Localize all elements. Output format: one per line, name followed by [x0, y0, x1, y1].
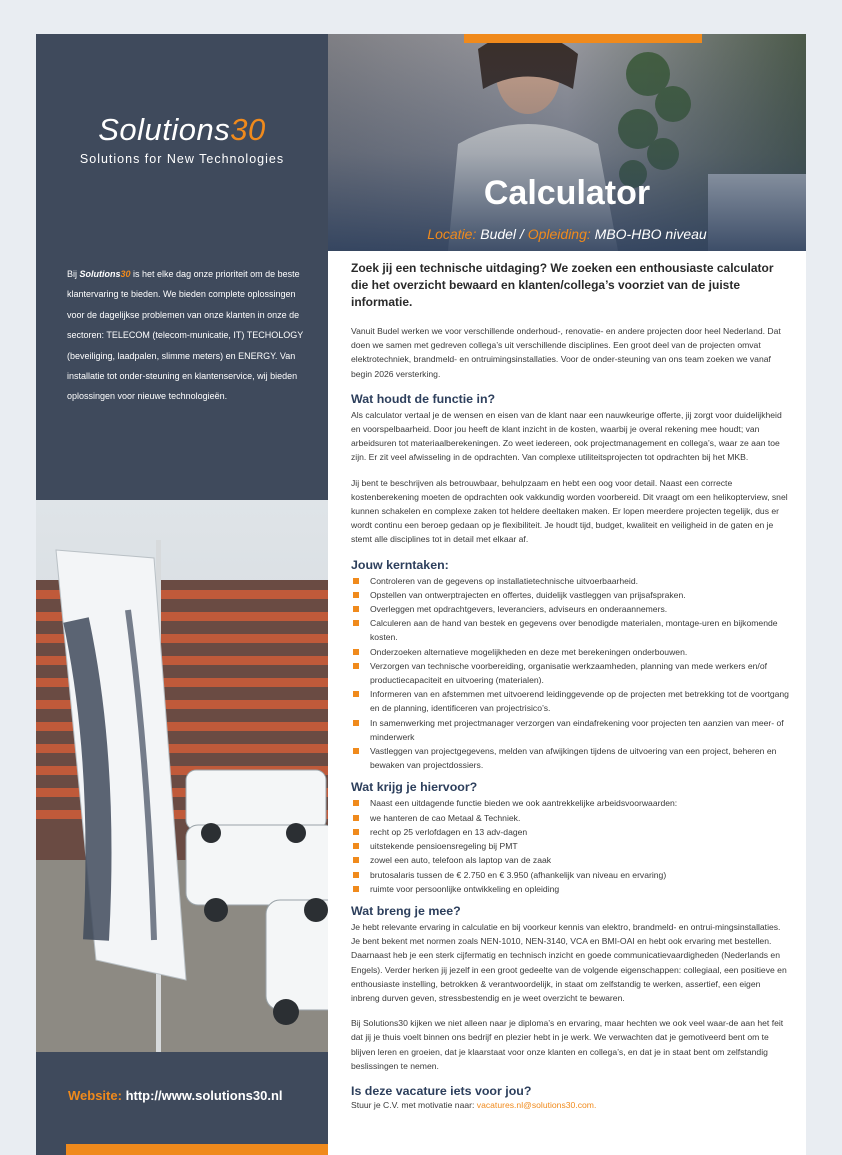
lead-text: Zoek jij een technische uitdaging? We zoeken een enthousiaste calculator die het overzicht bewaard en klanten/collega’s voorziet van de juiste informatie. [351, 261, 774, 309]
intro-paragraph: Vanuit Budel werken we voor verschillende onderhoud-, renovatie- en andere projecten door heel Nederland. Dat doen we samen met gedreven collega’s uit verschillende disciplines. Een groot deel van de projecten omvat elektrotechniek, brandmeld- en ontruimingsinstallaties. Voor de onder-steuning van ons team zoeken we vanaf begin 2026 versterking. [351, 326, 781, 379]
function-paragraph-1: Als calculator vertaal je de wensen en eisen van de klant naar een nauwkeurige offerte, jij zorgt voor duidelijkheid en voorspelbaarheid. Door jou heeft de klant inzicht in de kosten, waarbij je overal rekening mee houdt; van arbeidsuren tot materiaalberekeningen. Zo weet iedereen, ook projectmanagement en collega’s, waar ze aan toe zijn. Er zit veel afwisseling in de opdrachten. Van complexe utiliteitsprojecten tot opdrachten bij het MKB. [351, 409, 782, 463]
list-item: Opstellen van ontwerptrajecten en offertes, duidelijk vastleggen van prijsafspraken. [351, 588, 789, 602]
list-item: recht op 25 verlofdagen en 13 adv-dagen [351, 825, 789, 839]
list-item: Vastleggen van projectgegevens, melden van afwijkingen tijdens de uitvoering van een project, beheren en bewaken van projectdossiers. [351, 744, 789, 772]
offer-list [351, 796, 789, 895]
flag-vans-photo [36, 500, 328, 1052]
list-item: Overleggen met opdrachtgevers, leveranciers, adviseurs en onderaannemers. [351, 602, 789, 616]
company-logo [36, 112, 328, 166]
job-description [351, 260, 789, 1110]
list-item: Naast een uitdagende functie bieden we ook aantrekkelijke arbeidsvoorwaarden: [351, 796, 789, 810]
list-item: Onderzoeken alternatieve mogelijkheden en deze met berekeningen onderbouwen. [351, 645, 789, 659]
section-heading-offer: Wat krijg je hiervoor? [351, 780, 478, 795]
section-heading-bring: Wat breng je mee? [351, 903, 461, 918]
vacancy-flyer [36, 34, 806, 1155]
apply-email-link[interactable]: vacatures.nl@solutions30.com. [476, 1099, 597, 1110]
tasks-list [351, 574, 789, 773]
section-heading-tasks: Jouw kerntaken: [351, 557, 449, 572]
section-heading-function: Wat houdt de functie in? [351, 391, 496, 406]
apply-line: Stuur je C.V. met motivatie naar: vacatures.nl@solutions30.com. [351, 1099, 597, 1110]
company-intro: Bij Solutions30 is het elke dag onze prioriteit om de beste klantervaring te bieden. We bieden complete oplossingen voor de dagelijkse problemen van onze klanten in onze de sectoren: TELECOM (telecom-municatie, IT) TECHOLOGY (beveiliging, laadpalen, slimme meters) en ENERGY. Van installatie tot onder-steuning en klantenservice, wij bieden oplossingen voor nieuwe technologieën. [67, 269, 304, 402]
website-line: Website: http://www.solutions30.nl [68, 1088, 283, 1103]
list-item: brutosalaris tussen de € 2.750 en € 3.950 (afhankelijk van niveau en ervaring) [351, 868, 789, 882]
list-item: uitstekende pensioensregeling bij PMT [351, 839, 789, 853]
logo-wordmark: Solutions30 [98, 112, 266, 147]
list-item: Verzorgen van technische voorbereiding, organisatie werkzaamheden, planning van mede werkers en/of productiecapaciteit en uitvoering (materialen). [351, 659, 789, 687]
accent-bar-bottom [66, 1144, 328, 1155]
function-paragraph-2: Jij bent te beschrijven als betrouwbaar, behulpzaam en hebt een oog voor detail. Naast een correcte kostenberekening moeten de opdrachten ook vakkundig worden voorbereid. Dit vraagt om een helikopterview, snel kunnen schakelen en complexe zaken tot heldere deeltaken maken. Er lopen meerdere projecten tegelijk, dus er wordt continu een beroep gedaan op je flexibiliteit. Je houdt tijd, budget, kwaliteit en veiligheid in de gaten en je stemt alle disciplines tot in detail met elkaar af. [351, 477, 788, 545]
list-item: In samenwerking met projectmanager verzorgen van eindafrekening voor projecten ten aanzien van meer- of minderwerk [351, 716, 789, 744]
list-item: Controleren van de gegevens op installatietechnische uitvoerbaarheid. [351, 574, 789, 588]
job-location-education: Locatie: Budel / Opleiding: MBO-HBO niveau [427, 226, 707, 242]
list-item: ruimte voor persoonlijke ontwikkeling en opleiding [351, 882, 789, 896]
hero-banner [328, 34, 806, 251]
job-title: Calculator [483, 174, 651, 212]
left-panel [36, 34, 328, 1155]
bring-paragraph-1: Je hebt relevante ervaring in calculatie en bij voorkeur kennis van elektro, brandmeld- en ontrui-mingsinstallaties. Je bent bekent met normen zoals NEN-1010, NEN-3140, VCA en BMI-OAI en hebt ook ervaring met bestellen. Daarnaast heb je een sterk cijfermatig en technisch inzicht en goede communicatievaardigheden (Nederlands en Engels). Verder herken jij jezelf in een groot gedeelte van de volgende eigenschappen: collegiaal, een positieve en enthousiaste instelling, betrokken & verantwoordelijk, in staat om zelfstandig te werken, assertief, een eigen inbreng durven geven, stressbestendig en je weet overzicht te bewaren. [351, 921, 787, 1003]
section-heading-apply: Is deze vacature iets voor jou? [351, 1083, 532, 1098]
list-item: zowel een auto, telefoon als laptop van de zaak [351, 853, 789, 867]
list-item: we hanteren de cao Metaal & Techniek. [351, 811, 789, 825]
website-link[interactable]: http://www.solutions30.nl [125, 1088, 283, 1103]
accent-bar-top [464, 34, 702, 43]
list-item: Calculeren aan de hand van bestek en gegevens over benodigde materialen, montage-uren en bijkomende kosten. [351, 616, 789, 644]
logo-tagline: Solutions for New Technologies [79, 152, 285, 166]
list-item: Informeren van en afstemmen met uitvoerend leidinggevende op de projecten met betrekking tot de voortgang en de planning, identificeren van projectrisico’s. [351, 687, 789, 715]
bring-paragraph-2: Bij Solutions30 kijken we niet alleen naar je diploma’s en ervaring, maar hechten we ook veel waar-de aan het feit dat jij je thuis voelt binnen ons bedrijf en plezier hebt in je werk. We verwachten dat je gemotiveerd bent om te blijven leren en groeien, dat je klaarstaat voor onze klanten en collega’s, en dat je in staat bent om zelfstandig beslissingen te nemen. [351, 1018, 784, 1071]
